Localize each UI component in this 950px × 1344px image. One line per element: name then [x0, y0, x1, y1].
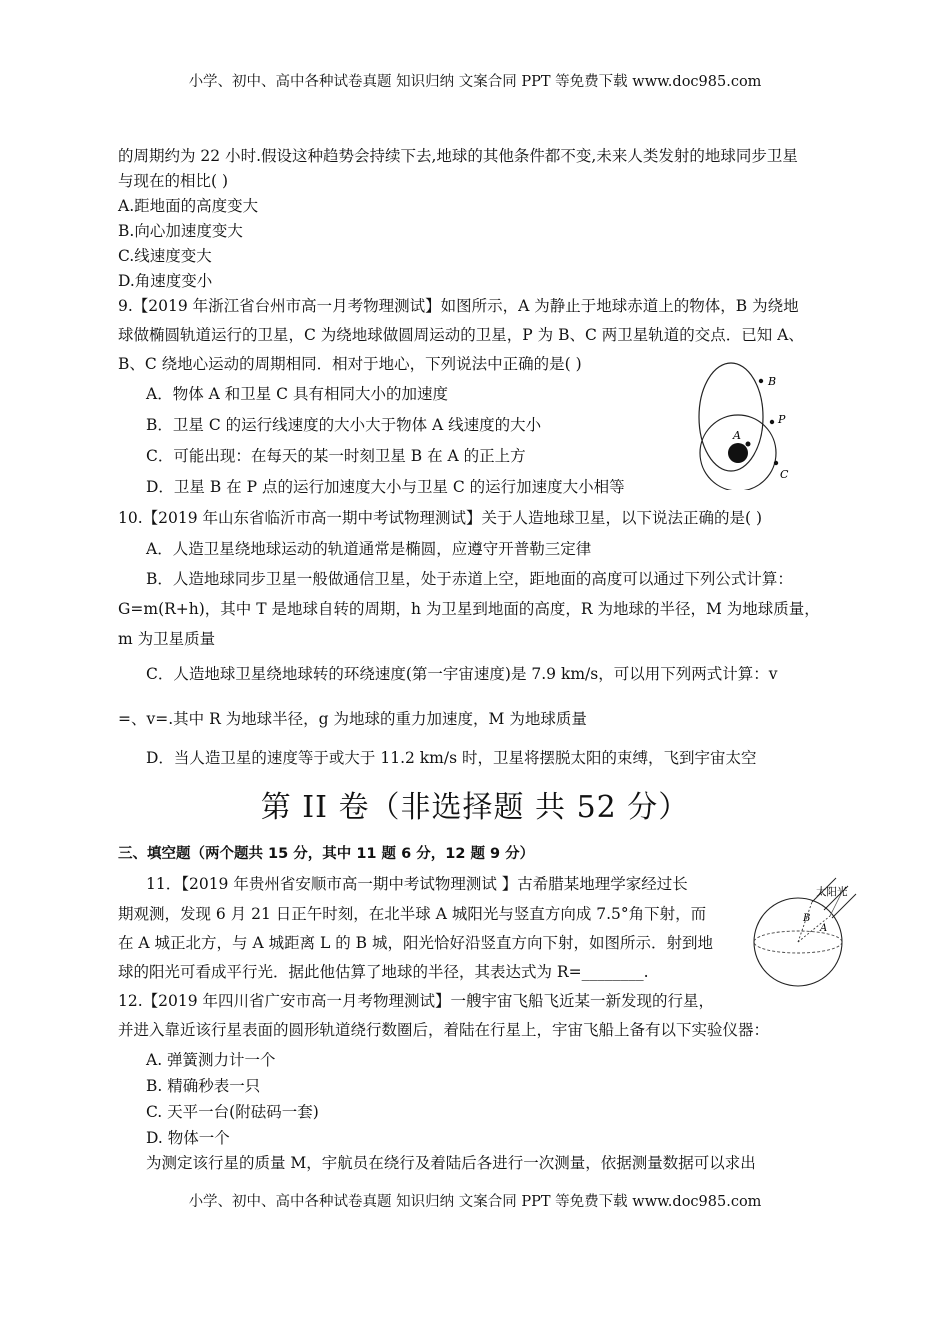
q9-option-b: B．卫星 C 的运行线速度的大小大于物体 A 线速度的大小 [146, 416, 542, 434]
q10-option-b-1: B．人造地球同步卫星一般做通信卫星，处于赤道上空，距地面的高度可以通过下列公式计算： [146, 570, 793, 588]
label-city-a: A [820, 923, 828, 934]
label-b: B [768, 375, 777, 388]
q8-option-d: D.角速度变小 [118, 272, 213, 290]
q12-line-3: 为测定该行星的质量 M，宇航员在绕行及着陆后各进行一次测量，依据测量数据可以求出 [146, 1154, 756, 1172]
q8-option-c: C.线速度变大 [118, 247, 212, 265]
point-p-dot [770, 420, 774, 424]
q11-line-1: 11．【2019 年贵州省安顺市高一期中考试物理测试 】古希腊某地理学家经过长 [146, 875, 688, 893]
q10-option-b-3: m 为卫星质量 [118, 630, 216, 648]
q8-option-b: B.向心加速度变大 [118, 222, 243, 240]
q9-option-a: A．物体 A 和卫星 C 具有相同大小的加速度 [146, 385, 448, 403]
q9-line-3: B、C 绕地心运动的周期相同．相对于地心，下列说法中正确的是( ) [118, 355, 582, 373]
page-footer: 小学、初中、高中各种试卷真题 知识归纳 文案合同 PPT 等免费下载 www.doc985.com [188, 1194, 762, 1210]
q10-option-c-2: =、v=.其中 R 为地球半径，g 为地球的重力加速度，M 为地球质量 [118, 710, 587, 728]
sunlight-diagram [748, 870, 888, 988]
q12-option-a: A. 弹簧测力计一个 [146, 1051, 276, 1069]
q8-option-a: A.距地面的高度变大 [118, 197, 259, 215]
q10-option-c-1: C．人造地球卫星绕地球转的环绕速度(第一宇宙速度)是 7.9 km/s，可以用下列两式计算：v [146, 665, 778, 683]
q9-line-2: 球做椭圆轨道运行的卫星，C 为绕地球做圆周运动的卫星，P 为 B、C 两卫星轨道的交点．已知 A、 [118, 326, 804, 344]
label-a: A [733, 429, 741, 442]
q10-option-b-2: G=m(R+h)，其中 T 是地球自转的周期，h 为卫星到地面的高度，R 为地球的半径，M 为地球质量， [118, 600, 820, 618]
point-c-dot [774, 461, 778, 465]
q12-line-2: 并进入靠近该行星表面的圆形轨道绕行数圈后，着陆在行星上，宇宙飞船上备有以下实验仪器： [118, 1021, 770, 1039]
point-a-dot [746, 442, 751, 447]
label-c: C [780, 468, 789, 481]
q12-option-c: C. 天平一台(附砝码一套) [146, 1103, 319, 1121]
q12-option-d: D. 物体一个 [146, 1129, 230, 1147]
q11-line-3: 在 A 城正北方，与 A 城距离 L 的 B 城，阳光恰好沿竖直方向下射，如图所示．射到地 [118, 934, 713, 952]
q8-line-1: 的周期约为 22 小时.假设这种趋势会持续下去,地球的其他条件都不变,未来人类发射的地球同步卫星 [118, 147, 798, 165]
label-sunlight: 太阳光 [816, 886, 848, 898]
q12-line-1: 12.【2019 年四川省广安市高一月考物理测试】一艘宇宙飞船飞近某一新发现的行星， [118, 992, 715, 1010]
q9-option-d: D．卫星 B 在 P 点的运行加速度大小与卫星 C 的运行加速度大小相等 [146, 478, 625, 496]
q12-option-b: B. 精确秒表一只 [146, 1077, 261, 1095]
label-p: P [778, 413, 786, 426]
q10-option-d: D．当人造卫星的速度等于或大于 11.2 km/s 时，卫星将摆脱太阳的束缚，飞到宇宙太空 [146, 749, 757, 767]
section-title: 第 II 卷（非选择题 共 52 分） [260, 790, 690, 825]
q10-option-a: A．人造卫星绕地球运动的轨道通常是椭圆，应遵守开普勒三定律 [146, 540, 592, 558]
label-city-b: B [803, 913, 811, 924]
orbit-diagram [690, 360, 810, 490]
q11-line-4: 球的阳光可看成平行光．据此他估算了地球的半径，其表达式为 R=________. [118, 963, 649, 981]
page-header: 小学、初中、高中各种试卷真题 知识归纳 文案合同 PPT 等免费下载 www.doc985.com [188, 74, 762, 90]
q8-line-2: 与现在的相比( ) [118, 172, 229, 190]
q9-line-1: 9.【2019 年浙江省台州市高一月考物理测试】如图所示，A 为静止于地球赤道上的物体，B 为绕地 [118, 297, 799, 315]
q10-line-1: 10.【2019 年山东省临沂市高一期中考试物理测试】关于人造地球卫星，以下说法正确的是( ) [118, 509, 763, 527]
earth-circle [728, 443, 748, 463]
q11-line-2: 期观测，发现 6 月 21 日正午时刻，在北半球 A 城阳光与竖直方向成 7.5°角下射，而 [118, 905, 707, 923]
q9-option-c: C．可能出现：在每天的某一时刻卫星 B 在 A 的正上方 [146, 447, 526, 465]
part3-title: 三、填空题（两个题共 15 分，其中 11 题 6 分，12 题 9 分） [118, 846, 535, 862]
point-b-dot [759, 379, 763, 383]
